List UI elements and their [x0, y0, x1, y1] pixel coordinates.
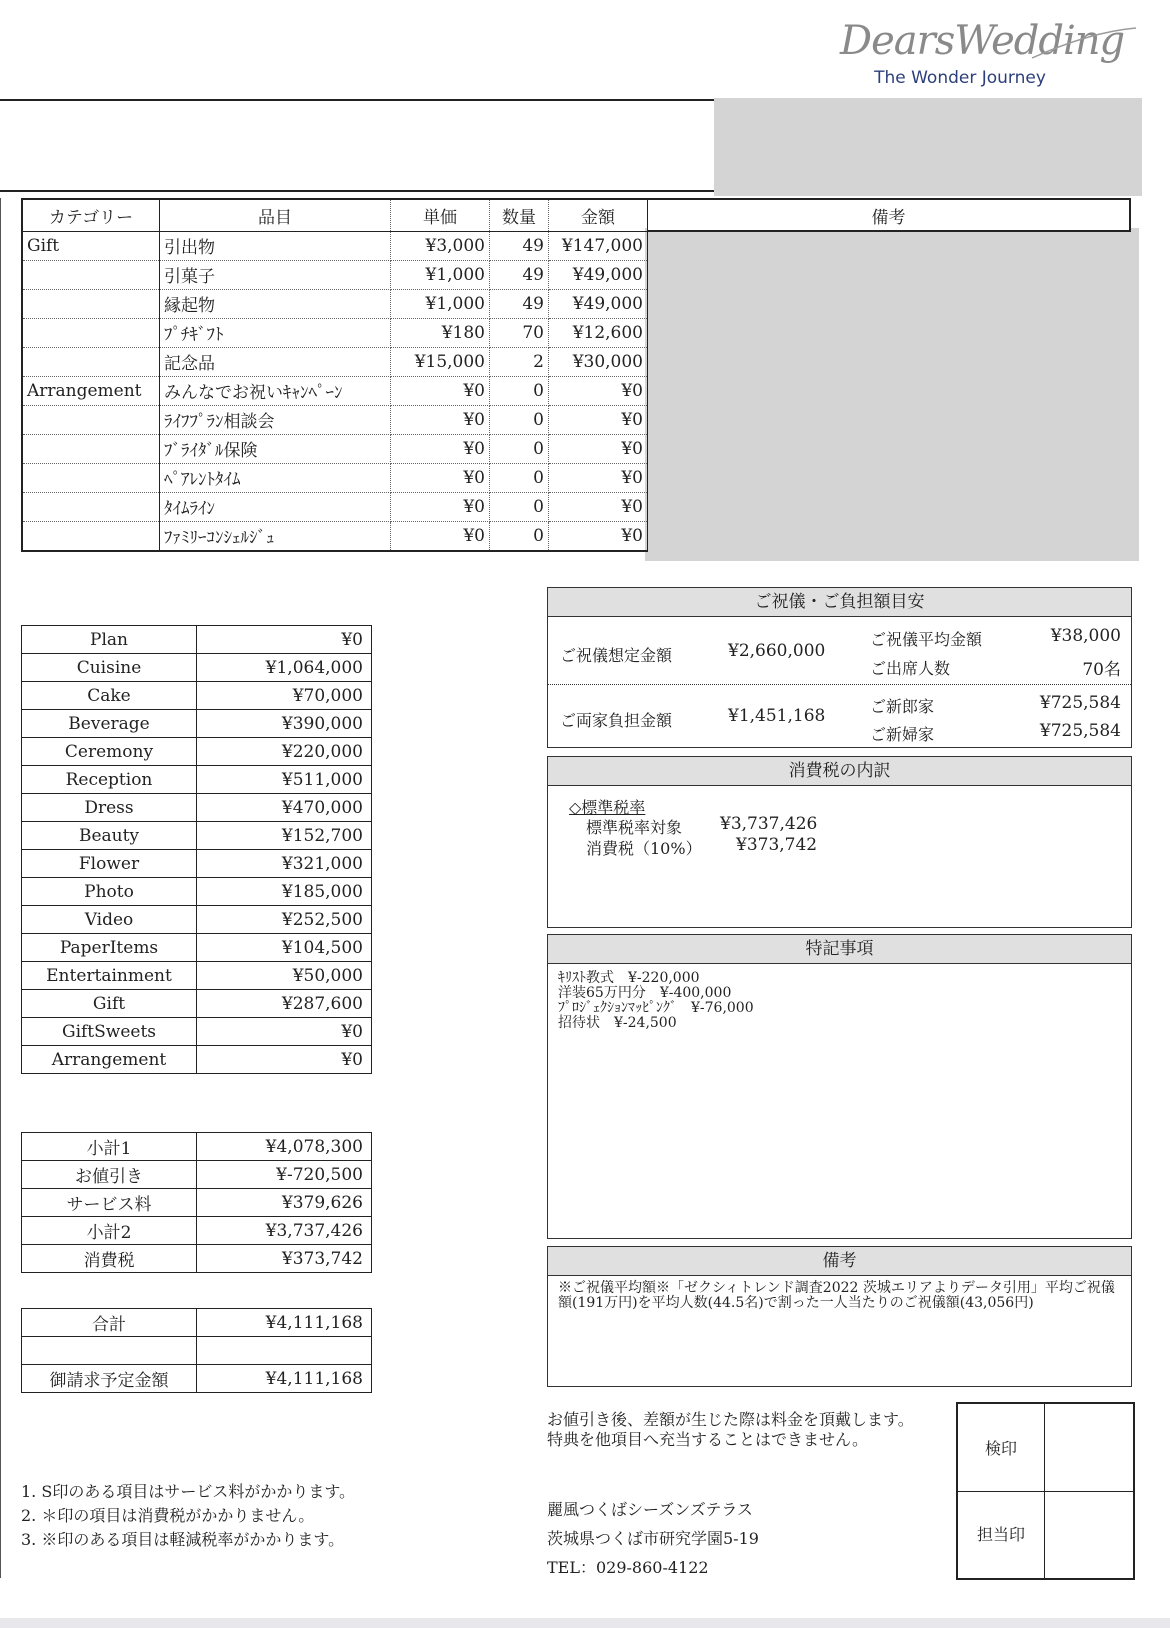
item-name: ﾀｲﾑﾗｲﾝ [160, 492, 391, 521]
table-row [22, 1309, 372, 1337]
table-row [22, 822, 372, 850]
row-label: Flower [22, 850, 197, 878]
row-value: ¥-720,500 [197, 1161, 372, 1189]
special-line: ﾌﾟﾛｼﾞｪｸｼｮﾝﾏｯﾋﾟﾝｸﾞ ¥-76,000 [558, 1000, 754, 1016]
table-row [22, 1337, 372, 1365]
row-label: Beauty [22, 822, 197, 850]
expected-label: ご祝儀想定金額 [560, 646, 673, 665]
item-amount: ¥49,000 [549, 260, 648, 289]
special-notes [558, 971, 754, 1031]
footnote: 1. S印のある項目はサービス料がかかります。 [21, 1482, 356, 1501]
row-value: ¥511,000 [197, 766, 372, 794]
redacted-block [714, 98, 1142, 196]
parents-value: ¥1,451,168 [728, 706, 826, 726]
table-row [22, 492, 1130, 521]
item-name: みんなでお祝いｷｬﾝﾍﾟｰﾝ [160, 376, 391, 405]
item-name: 引出物 [160, 231, 391, 260]
item-unit-price: ¥1,000 [391, 289, 490, 318]
item-unit-price: ¥0 [391, 405, 490, 434]
item-category: Gift [22, 231, 160, 260]
item-unit-price: ¥0 [391, 434, 490, 463]
table-row [22, 260, 1130, 289]
row-value: ¥252,500 [197, 906, 372, 934]
table-row [22, 376, 1130, 405]
stamp-divider [958, 1491, 1133, 1492]
table-row [22, 521, 1130, 551]
gift-divider [548, 684, 1131, 685]
row-value: ¥287,600 [197, 990, 372, 1018]
item-note [648, 463, 1131, 492]
table-row [22, 1365, 372, 1393]
item-category [22, 434, 160, 463]
item-category [22, 521, 160, 551]
totals-table [21, 1308, 372, 1393]
table-row [22, 1018, 372, 1046]
item-note [648, 231, 1131, 260]
item-unit-price: ¥3,000 [391, 231, 490, 260]
row-value: ¥4,078,300 [197, 1133, 372, 1161]
item-note [648, 376, 1131, 405]
venue-name: 麗風つくばシーズンズテラス [547, 1500, 753, 1519]
table-row [22, 766, 372, 794]
item-name: 記念品 [160, 347, 391, 376]
row-label: 御請求予定金額 [22, 1365, 197, 1393]
table-row [22, 934, 372, 962]
table-row [22, 1217, 372, 1245]
item-note [648, 289, 1131, 318]
row-value: ¥4,111,168 [197, 1309, 372, 1337]
table-row [22, 347, 1130, 376]
item-unit-price: ¥1,000 [391, 260, 490, 289]
page-edge [0, 1618, 1170, 1628]
table-row [22, 962, 372, 990]
item-unit-price: ¥0 [391, 463, 490, 492]
item-qty: 49 [490, 260, 549, 289]
venue-address: 茨城県つくば市研究学園5-19 [547, 1529, 759, 1548]
col-note: 備考 [648, 199, 1131, 231]
table-row [22, 990, 372, 1018]
table-row [22, 1133, 372, 1161]
item-note [648, 405, 1131, 434]
table-row [22, 1245, 372, 1273]
row-label: サービス料 [22, 1189, 197, 1217]
special-panel [547, 934, 1132, 1239]
item-category [22, 260, 160, 289]
row-label: Beverage [22, 710, 197, 738]
venue-info [547, 1495, 759, 1582]
row-value: ¥220,000 [197, 738, 372, 766]
special-line: 洋装65万円分 ¥-400,000 [558, 985, 732, 1001]
tax-panel [547, 756, 1132, 928]
row-value: ¥4,111,168 [197, 1365, 372, 1393]
item-category [22, 463, 160, 492]
row-label: Video [22, 906, 197, 934]
header-top-rule [0, 99, 714, 101]
row-value: ¥0 [197, 1018, 372, 1046]
footnote: 2. ＊印の項目は消費税がかかりません。 [21, 1506, 315, 1525]
table-row [22, 1189, 372, 1217]
row-value: ¥1,064,000 [197, 654, 372, 682]
row-value: ¥0 [197, 626, 372, 654]
table-row [22, 710, 372, 738]
row-label: Photo [22, 878, 197, 906]
row-value: ¥321,000 [197, 850, 372, 878]
item-name: ﾌｧﾐﾘｰｺﾝｼｪﾙｼﾞｭ [160, 521, 391, 551]
table-row [22, 1046, 372, 1074]
item-note [648, 492, 1131, 521]
table-row [22, 626, 372, 654]
tax-label: 消費税（10%） [586, 839, 702, 858]
item-amount: ¥30,000 [549, 347, 648, 376]
logo-swash-icon [1030, 22, 1140, 62]
item-amount: ¥0 [549, 434, 648, 463]
item-unit-price: ¥0 [391, 521, 490, 551]
row-value: ¥104,500 [197, 934, 372, 962]
table-row [22, 794, 372, 822]
item-qty: 2 [490, 347, 549, 376]
tax-heading: ◇標準税率 [569, 798, 646, 817]
tax-panel-title: 消費税の内訳 [548, 757, 1131, 786]
row-label: Gift [22, 990, 197, 1018]
table-row [22, 434, 1130, 463]
notice-line: 特典を他項目へ充当することはできません。 [547, 1430, 868, 1449]
row-value: ¥379,626 [197, 1189, 372, 1217]
item-qty: 49 [490, 289, 549, 318]
notice-line: お値引き後、差額が生じた際は料金を頂戴します。 [547, 1410, 914, 1429]
gift-panel-title: ご祝儀・ご負担額目安 [548, 588, 1131, 617]
guests-label: ご出席人数 [870, 659, 951, 678]
row-label: 消費税 [22, 1245, 197, 1273]
item-note [648, 318, 1131, 347]
item-unit-price: ¥0 [391, 376, 490, 405]
row-value: ¥3,737,426 [197, 1217, 372, 1245]
remarks-panel [547, 1246, 1132, 1387]
table-row [22, 850, 372, 878]
remarks-text: ※ご祝儀平均額※「ゼクシィトレンド調査2022 茨城エリアよりデータ引用」平均ご祝儀額(191万円)を平均人数(44.5名)で割った一人当たりのご祝儀額(43,056円) [558, 1280, 1115, 1311]
col-item: 品目 [160, 199, 391, 231]
special-line: ｷﾘｽﾄ教式 ¥-220,000 [558, 970, 700, 986]
item-name: 引菓子 [160, 260, 391, 289]
row-label: Ceremony [22, 738, 197, 766]
table-row [22, 682, 372, 710]
table-row [22, 231, 1130, 260]
header-bottom-rule [0, 190, 714, 192]
items-header-row [22, 199, 1130, 231]
row-value: ¥470,000 [197, 794, 372, 822]
row-label: GiftSweets [22, 1018, 197, 1046]
item-qty: 0 [490, 463, 549, 492]
venue-tel: TEL：029-860-4122 [547, 1558, 709, 1577]
left-margin-rule [0, 198, 1, 1578]
item-qty: 0 [490, 405, 549, 434]
footnotes [21, 1480, 355, 1552]
stamp-box [956, 1402, 1135, 1580]
item-category [22, 289, 160, 318]
item-name: 縁起物 [160, 289, 391, 318]
row-label: Dress [22, 794, 197, 822]
items-table [21, 198, 1131, 552]
groom-label: ご新郎家 [870, 697, 935, 716]
row-value: ¥0 [197, 1046, 372, 1074]
row-label: 小計2 [22, 1217, 197, 1245]
discount-notice [547, 1410, 914, 1450]
avg-value: ¥38,000 [1050, 626, 1121, 646]
col-amount: 金額 [549, 199, 648, 231]
col-unit-price: 単価 [391, 199, 490, 231]
row-value: ¥390,000 [197, 710, 372, 738]
item-qty: 49 [490, 231, 549, 260]
row-label: Cuisine [22, 654, 197, 682]
item-amount: ¥12,600 [549, 318, 648, 347]
tax-target-label: 標準税率対象 [586, 818, 683, 837]
subtotals-table [21, 1132, 372, 1273]
groom-value: ¥725,584 [1039, 693, 1121, 713]
item-qty: 0 [490, 492, 549, 521]
item-category: Arrangement [22, 376, 160, 405]
row-label: Plan [22, 626, 197, 654]
item-amount: ¥49,000 [549, 289, 648, 318]
row-label: Entertainment [22, 962, 197, 990]
row-label: Arrangement [22, 1046, 197, 1074]
item-qty: 70 [490, 318, 549, 347]
item-category [22, 405, 160, 434]
item-unit-price: ¥180 [391, 318, 490, 347]
staff-stamp-label: 担当印 [976, 1525, 1025, 1544]
item-amount: ¥147,000 [549, 231, 648, 260]
item-amount: ¥0 [549, 521, 648, 551]
item-category [22, 492, 160, 521]
row-label: Cake [22, 682, 197, 710]
table-row [22, 738, 372, 766]
row-label: お値引き [22, 1161, 197, 1189]
item-qty: 0 [490, 434, 549, 463]
row-value: ¥50,000 [197, 962, 372, 990]
col-qty: 数量 [490, 199, 549, 231]
row-label [22, 1337, 197, 1365]
item-qty: 0 [490, 376, 549, 405]
item-note [648, 521, 1131, 551]
row-label: 小計1 [22, 1133, 197, 1161]
col-category: カテゴリー [22, 199, 160, 231]
item-unit-price: ¥0 [391, 492, 490, 521]
special-panel-title: 特記事項 [548, 935, 1131, 964]
tax-value: ¥373,742 [736, 835, 818, 855]
parents-label: ご両家負担金額 [560, 711, 673, 730]
item-category [22, 318, 160, 347]
bride-label: ご新婦家 [870, 725, 935, 744]
guests-value: 70名 [1082, 660, 1121, 680]
row-value: ¥185,000 [197, 878, 372, 906]
brand-tagline: The Wonder Journey [874, 68, 1046, 88]
item-unit-price: ¥15,000 [391, 347, 490, 376]
item-category [22, 347, 160, 376]
category-totals-table [21, 625, 372, 1074]
check-stamp-label: 検印 [984, 1439, 1017, 1458]
item-name: ﾌﾞﾗｲﾀﾞﾙ保険 [160, 434, 391, 463]
item-note [648, 347, 1131, 376]
item-name: ﾌﾟﾁｷﾞﾌﾄ [160, 318, 391, 347]
item-name: ﾍﾟｱﾚﾝﾄﾀｲﾑ [160, 463, 391, 492]
table-row [22, 289, 1130, 318]
item-note [648, 260, 1131, 289]
item-amount: ¥0 [549, 492, 648, 521]
row-value [197, 1337, 372, 1365]
row-value: ¥70,000 [197, 682, 372, 710]
remarks-panel-title: 備考 [548, 1247, 1131, 1276]
bride-value: ¥725,584 [1039, 721, 1121, 741]
table-row [22, 654, 372, 682]
table-row [22, 318, 1130, 347]
tax-target-value: ¥3,737,426 [720, 814, 818, 834]
item-note [648, 434, 1131, 463]
table-row [22, 405, 1130, 434]
row-label: Reception [22, 766, 197, 794]
special-line: 招待状 ¥-24,500 [558, 1015, 677, 1031]
item-name: ﾗｲﾌﾌﾟﾗﾝ相談会 [160, 405, 391, 434]
table-row [22, 463, 1130, 492]
table-row [22, 906, 372, 934]
avg-label: ご祝儀平均金額 [870, 630, 983, 649]
expected-value: ¥2,660,000 [728, 641, 826, 661]
row-value: ¥152,700 [197, 822, 372, 850]
item-qty: 0 [490, 521, 549, 551]
brand-logo: DearsWedding [840, 18, 1125, 64]
item-amount: ¥0 [549, 376, 648, 405]
row-label: PaperItems [22, 934, 197, 962]
item-amount: ¥0 [549, 405, 648, 434]
gift-panel [547, 587, 1132, 748]
row-value: ¥373,742 [197, 1245, 372, 1273]
row-label: 合計 [22, 1309, 197, 1337]
item-amount: ¥0 [549, 463, 648, 492]
table-row [22, 1161, 372, 1189]
table-row [22, 878, 372, 906]
footnote: 3. ※印のある項目は軽減税率がかかります。 [21, 1530, 345, 1549]
